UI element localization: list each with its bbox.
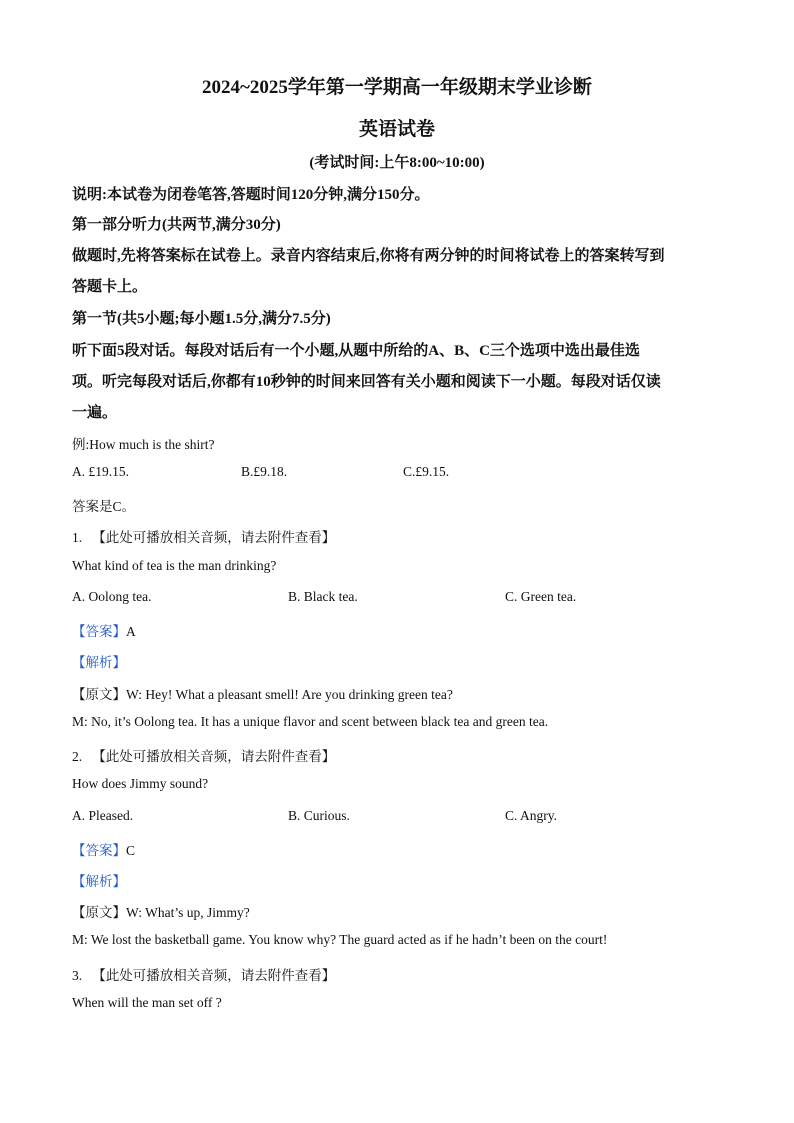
example-option-b: B.£9.18. (241, 464, 288, 479)
answer-label: 【答案】 (72, 624, 126, 639)
question-1-option-a: A. Oolong tea. (72, 589, 152, 604)
question-number: 2. (72, 749, 83, 764)
question-3-header (72, 964, 335, 984)
section1-desc-line3: 一遍。 (72, 405, 118, 421)
audio-note[interactable]: 【此处可播放相关音频，请去附件查看】 (92, 968, 336, 983)
question-3-text: When will the man set off ? (72, 995, 222, 1010)
section1-desc-line1: 听下面5段对话。每段对话后有一个小题,从题中所给的A、B、C三个选项中选出最佳选 (72, 343, 640, 359)
question-1-answer (72, 620, 136, 640)
question-1-original-line1 (72, 683, 453, 703)
question-number: 3. (72, 968, 83, 983)
question-2-option-c: C. Angry. (505, 808, 558, 823)
original-text: W: Hey! What a pleasant smell! Are you drinking green tea? (126, 687, 453, 702)
question-2-option-a: A. Pleased. (72, 808, 134, 823)
part1-heading: 第一部分听力(共两节,满分30分) (72, 217, 281, 233)
question-2-header (72, 745, 335, 765)
question-1-text: What kind of tea is the man drinking? (72, 558, 277, 573)
original-label: 【原文】 (72, 687, 126, 702)
instruction-note: 说明:本试卷为闭卷笔答,答题时间120分钟,满分150分。 (72, 187, 430, 203)
question-number: 1. (72, 530, 83, 545)
original-label: 【原文】 (72, 905, 126, 920)
example-answer: 答案是C。 (72, 499, 136, 514)
original-text: W: What’s up, Jimmy? (126, 905, 250, 920)
audio-note[interactable]: 【此处可播放相关音频，请去附件查看】 (92, 530, 336, 545)
part1-desc-line2: 答题卡上。 (72, 279, 148, 295)
example-question: 例:How much is the shirt? (72, 437, 215, 452)
subject-title: 英语试卷 (358, 119, 435, 140)
section1-heading: 第一节(共5小题;每小题1.5分,满分7.5分) (72, 311, 331, 327)
example-option-a: A. £19.15. (72, 464, 129, 479)
question-2-option-b: B. Curious. (288, 808, 350, 823)
question-2-text: How does Jimmy sound? (72, 776, 209, 791)
question-1-option-c: C. Green tea. (505, 589, 577, 604)
question-1-analysis-label: 【解析】 (72, 655, 126, 670)
question-1-original-line2: M: No, it’s Oolong tea. It has a unique flavor and scent between black tea and green tea. (72, 714, 549, 729)
answer-value: C (126, 843, 136, 858)
answer-label: 【答案】 (72, 843, 126, 858)
answer-value: A (126, 624, 136, 639)
part1-desc-line1: 做题时,先将答案标在试卷上。录音内容结束后,你将有两分钟的时间将试卷上的答案转写到 (72, 248, 665, 264)
exam-time: (考试时间:上午8:00~10:00) (309, 155, 485, 171)
question-1-header (72, 526, 335, 546)
exam-title: 2024~2025学年第一学期高一年级期末学业诊断 (202, 77, 592, 98)
question-2-original-line2: M: We lost the basketball game. You know why? The guard acted as if he hadn’t been on the court! (72, 932, 608, 947)
question-2-analysis-label: 【解析】 (72, 874, 126, 889)
example-option-c: C.£9.15. (403, 464, 450, 479)
question-1-option-b: B. Black tea. (288, 589, 358, 604)
section1-desc-line2: 项。听完每段对话后,你都有10秒钟的时间来回答有关小题和阅读下一小题。每段对话仅读 (72, 374, 661, 390)
question-2-answer (72, 839, 135, 859)
question-2-original-line1 (72, 901, 250, 921)
audio-note[interactable]: 【此处可播放相关音频，请去附件查看】 (92, 749, 336, 764)
